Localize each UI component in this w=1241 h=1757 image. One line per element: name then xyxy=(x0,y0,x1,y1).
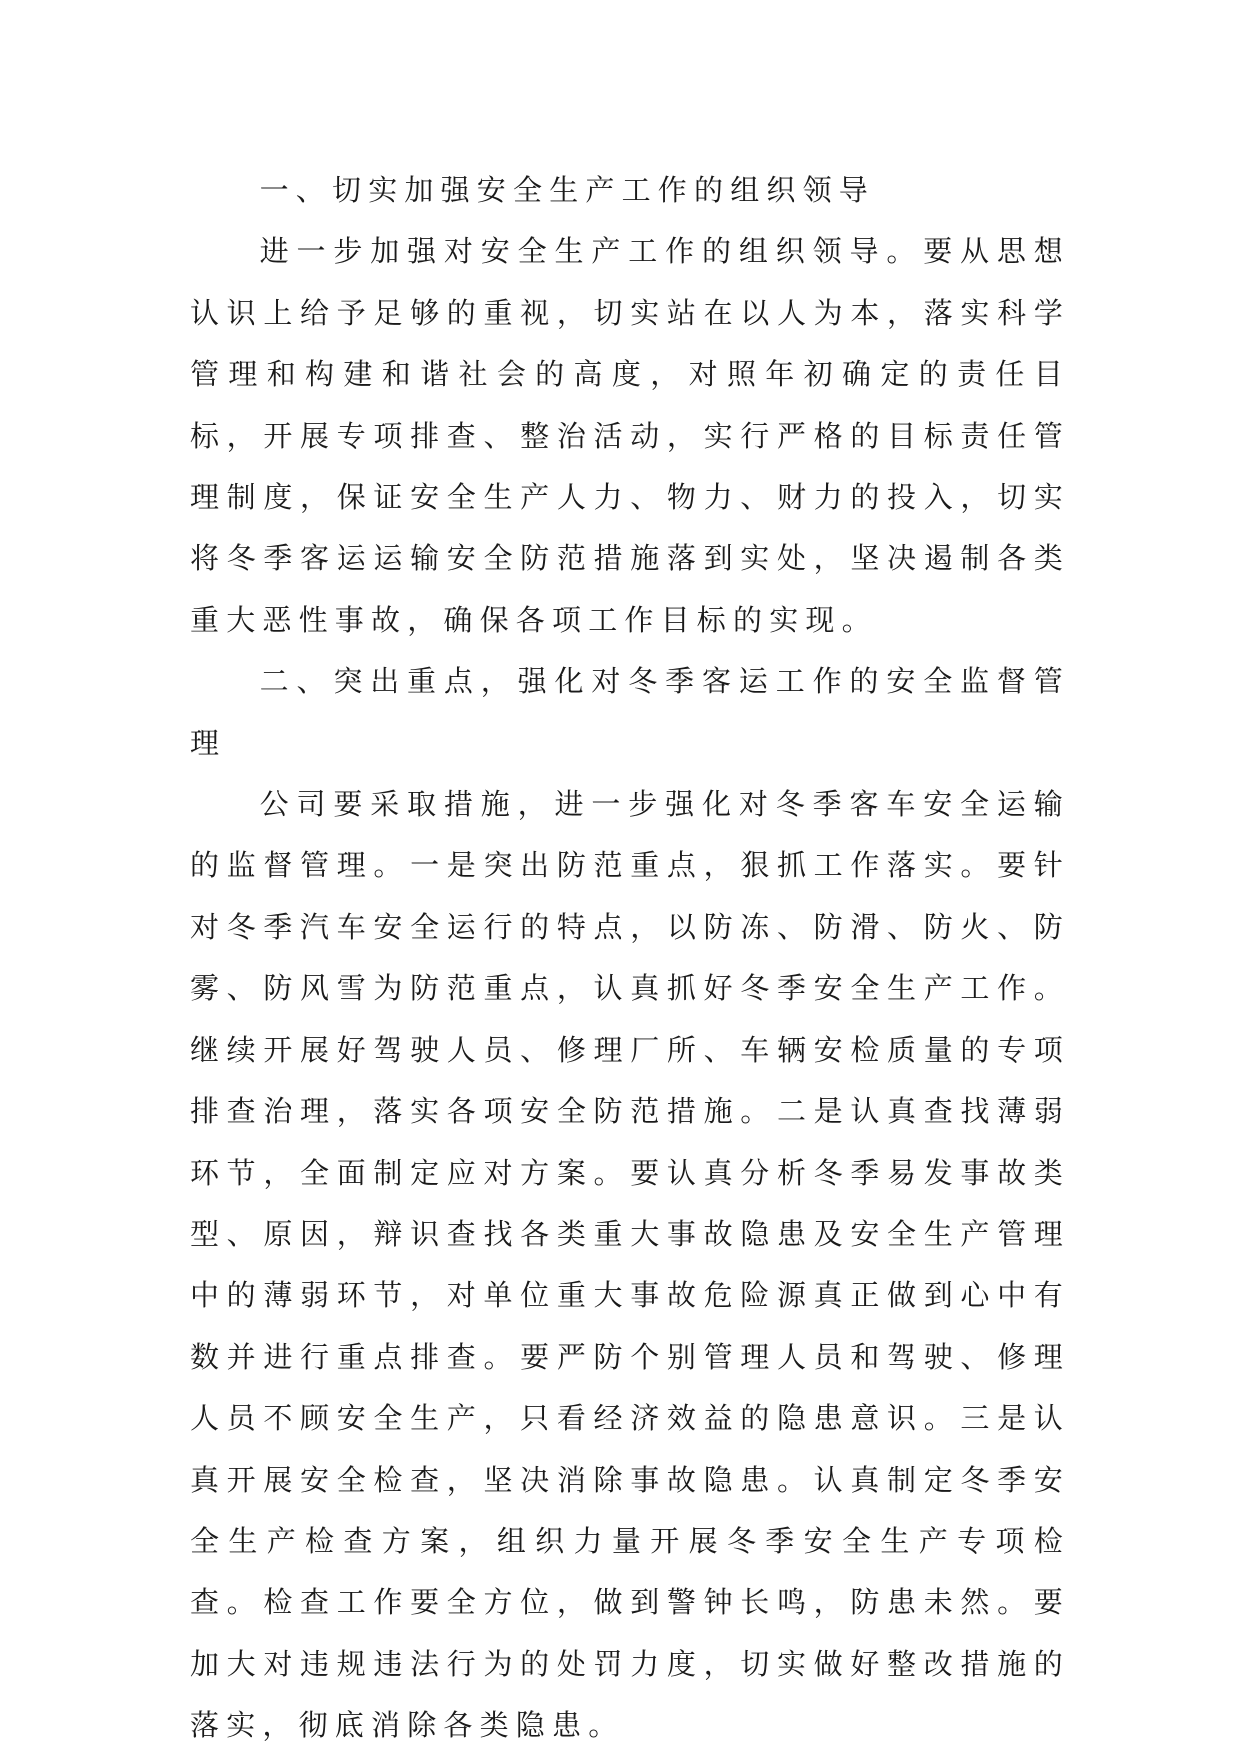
section-heading-1: 一、切实加强安全生产工作的组织领导 xyxy=(259,173,875,207)
document-body xyxy=(190,160,1070,1757)
section-heading-2: 二、突出重点，强化对冬季客运工作的安全监督管理 xyxy=(190,664,1070,760)
section-paragraph-1: 进一步加强对安全生产工作的组织领导。要从思想认识上给予足够的重视，切实站在以人为本，落实科学管理和构建和谐社会的高度，对照年初确定的责任目标，开展专项排查、整治活动，实行严格的目标责任管理制度，保证安全生产人力、物力、财力的投入，切实将冬季客运运输安全防范措施落到实处，坚决遏制各类重大恶性事故，确保各项工作目标的实现。 xyxy=(190,234,1070,637)
section-paragraph-2: 公司要采取措施，进一步强化对冬季客车安全运输的监督管理。一是突出防范重点，狠抓工作落实。要针对冬季汽车安全运行的特点，以防冻、防滑、防火、防雾、防风雪为防范重点，认真抓好冬季安全生产工作。继续开展好驾驶人员、修理厂所、车辆安检质量的专项排查治理，落实各项安全防范措施。二是认真查找薄弱环节，全面制定应对方案。要认真分析冬季易发事故类型、原因，辩识查找各类重大事故隐患及安全生产管理中的薄弱环节，对单位重大事故危险源真正做到心中有数并进行重点排查。要严防个别管理人员和驾驶、修理人员不顾安全生产，只看经济效益的隐患意识。三是认真开展安全检查，坚决消除事故隐患。认真制定冬季安全生产检查方案，组织力量开展冬季安全生产专项检查。检查工作要全方位，做到警钟长鸣，防患未然。要加大对违规违法行为的处罚力度，切实做好整改措施的落实，彻底消除各类隐患。 xyxy=(190,787,1070,1743)
